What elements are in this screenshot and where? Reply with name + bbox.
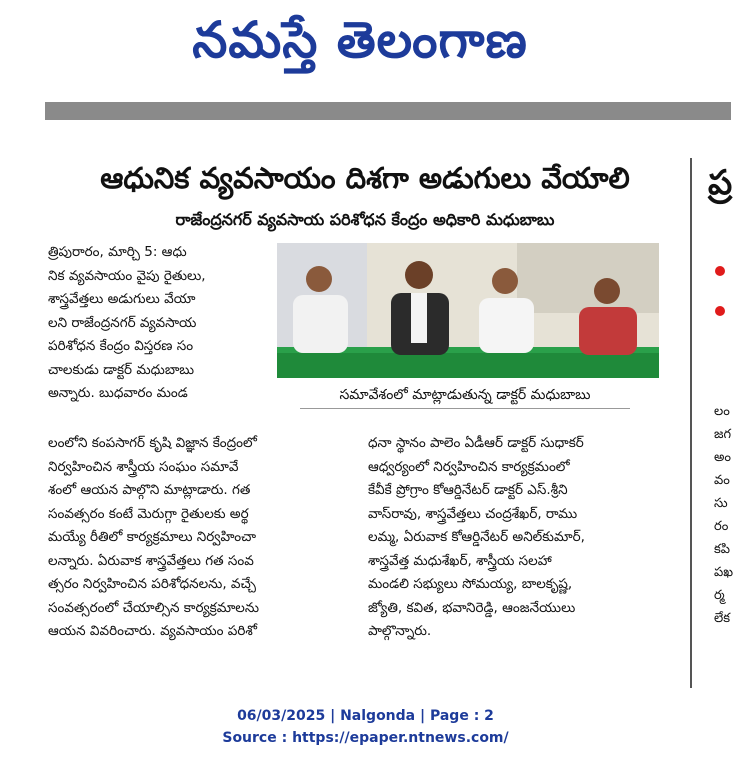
article-column1-top [48,241,273,406]
text-line: లమ్మ, ఏరువాక కోఆర్డినేటర్ అనిల్‌కుమార్, [368,529,585,545]
text-line: ర్మ [714,588,725,603]
article-subheadline: రాజేంద్రనగర్ వ్యవసాయ పరిశోధన కేంద్రం అధికారి మధుబాబు [175,210,555,229]
adjacent-article-fragment [700,152,731,692]
text-line: శంలో ఆయన పాల్గొని మాట్లాడారు. గత [48,482,251,498]
text-line: వాస్‌రావు, శాస్త్రవేత్తలు చంద్రశేఖర్, రాము [368,505,578,522]
article-headline: ఆధునిక వ్యవసాయం దిశగా అడుగులు వేయాలి [100,161,630,195]
text-line: లన్నారు. ఏరువాక శాస్త్రవేత్తలు గత సంవ [48,552,254,569]
bullet-icon [715,266,725,276]
text-line: నిక వ్యవసాయం వైపు రైతులు, [48,267,206,284]
photo-caption: సమావేశంలో మాట్లాడుతున్న డాక్టర్ మధుబాబు [300,382,630,409]
text-line: మయ్యే రీతిలో కార్యక్రమాలు నిర్వహించా [48,529,257,545]
text-line: నిర్వహించిన శాస్త్రీయ సంఘం సమావే [48,458,239,475]
masthead-rule [45,102,731,120]
text-line: ఆధ్వర్యంలో నిర్వహించిన కార్యక్రమంలో [368,458,570,475]
text-line: ధనా స్థానం పాలెం ఏడీఆర్ డాక్టర్ సుధాకర్ [368,435,584,451]
text-line: కేవీకే ప్రోగ్రాం కోఆర్డినేటర్ డాక్టర్ ఎస్.శ్రీని [368,482,568,498]
bullet-icon [715,306,725,316]
text-line: లంలోని కంపసాగర్ కృషి విజ్ఞాన కేంద్రంలో [48,435,257,451]
text-line: త్సరం నిర్వహించిన పరిశోధనలను, వచ్చే [48,576,257,592]
text-line: త్రిపురారం, మార్చి 5: ఆధు [48,244,187,260]
text-line: పరిశోధన కేంద్రం విస్తరణ సం [48,338,194,354]
text-line: ఆయన వివరించారు. వ్యవసాయం పరిశో [48,623,257,639]
adjacent-heading: ప్ర [708,163,733,203]
text-line: సంవత్సరం కంటే మెరుగ్గా రైతులకు అర్థ [48,505,249,522]
text-line: సు [714,496,728,511]
text-line: కపి [714,542,731,557]
column-divider [690,158,692,688]
footer-source: Source : https://epaper.ntnews.com/ [222,730,509,746]
text-line: అం [714,450,731,465]
text-line: జగ [714,427,732,442]
text-line: శాస్త్రవేత్తలు అడుగులు వేయా [48,291,196,307]
text-line: శాస్త్రవేత్త మధుశేఖర్, శాస్త్రీయ సలహా [368,552,552,569]
adjacent-text [714,400,733,630]
text-line: పఖ [714,565,733,580]
text-line: రం [714,519,729,534]
masthead-title: నమస్తే తెలంగాణ [192,10,528,69]
article-photo [277,243,659,378]
text-line: పాల్గొన్నారు. [368,623,432,639]
article-column2 [368,432,678,644]
text-line: అన్నారు. బుధవారం మండ [48,385,188,401]
text-line: జ్యోతి, కవిత, భవానిరెడ్డి, ఆంజనేయులు [368,599,576,616]
text-line: చాలకుడు డాక్టర్ మధుబాబు [48,361,195,378]
text-line: వం [714,473,730,488]
footer-dateline: 06/03/2025 | Nalgonda | Page : 2 [237,708,494,724]
text-line: లేక [714,611,731,626]
article-column1-bottom [48,432,338,644]
text-line: లం [714,404,730,419]
text-line: లని రాజేంద్రనగర్ వ్యవసాయ [48,314,197,331]
text-line: మండలి సభ్యులు సోమయ్య, బాలకృష్ణ, [368,576,573,592]
text-line: సంవత్సరంలో చేయాల్సిన కార్యక్రమాలను [48,599,260,616]
